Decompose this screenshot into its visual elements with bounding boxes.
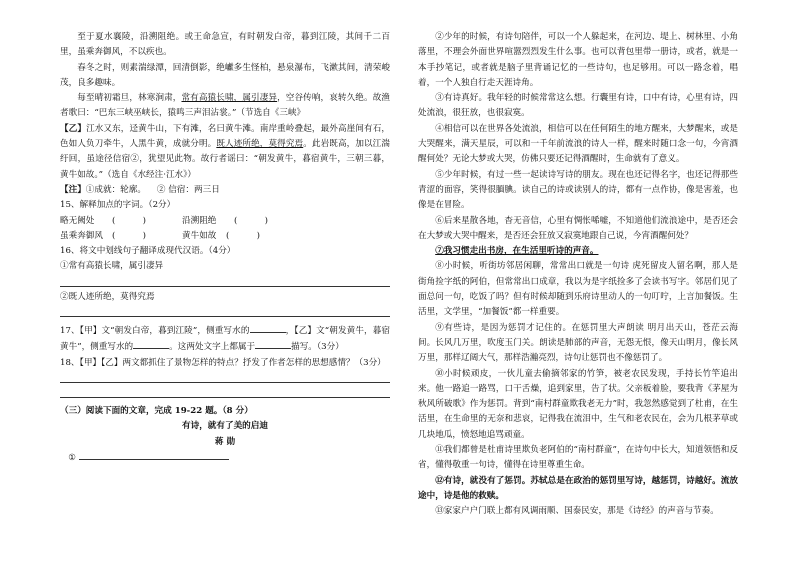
q16-item-2: ②既人迹所绝，莫得究焉 <box>60 291 155 302</box>
q16-item-1: ①常有高猿长啸，属引凄异 <box>60 261 164 272</box>
article-para-6: ⑥后来星散各地，杳无音信，心里有惆怅唏嘘，不知道他们流浪途中，是否还会在大梦或大哭中醒来，是否还会狂放又寂寞地跟自己说，今宵酒醒何处？ <box>418 215 738 241</box>
article-para-5: ⑤少年时候，有过一些一起读诗写诗的朋友。现在也还记得名字，也还记得那些青涩的面容，笑得很腼腆。读自己的诗或读别人的诗，都有一点作协，像是害羞，也像是在冒险。 <box>418 169 738 211</box>
answer-blank[interactable] <box>79 450 229 460</box>
question-17: 17、【甲】文“朝发白帝，暮到江陵”，侧重写水的 ，【乙】文“朝发黄牛，暮宿黄牛”，侧重写水的 。这两处文字上都属于 描写。（3分） <box>60 323 390 356</box>
yi-label: 【乙】 <box>60 123 87 134</box>
right-column <box>418 30 738 520</box>
answer-line[interactable] <box>60 275 390 287</box>
underlined-sentence-2: 既人迹所绝，莫得究焉 <box>216 139 304 150</box>
answer-line[interactable] <box>60 305 390 317</box>
answer-blank[interactable] <box>133 339 169 349</box>
article-para-10: ⑩小时候顽皮，一伙儿童去偷摘邻家的竹笋，被老农民发现，手持长竹竿追出来。他一路追一路骂，口干舌燥，追到家里，告了状。父亲板着脸，要我背《茅屋为秋风所破歌》作为惩罚。背到“南村群童欺我老无力”时，我忽然感觉到了杜甫，在生活里，在生命里的无奈和悲哀，记得我在流泪中，生气和老农民在，会为几根茅草或几块地瓜，愤怒地追骂顽童。 <box>418 368 738 440</box>
article-para-13: ⑬家家户户门联上都有风调雨顺、国泰民安，那是《诗经》的声音与节奏。 <box>435 506 719 517</box>
article-para-8: ⑧小时候，听街坊邻居闲聊，常常出口就是一句诗 虎死留皮人留名啊，那人是街角捡字纸的阿伯，但常常出口成章，我以为是字纸捡多了会读书写字。邻居们见了面总问一句，吃饭了吗？但有时候却随到乐府诗里动人的一句叮咛，上言加餐饭。生活里，文学里，“加餐饭”都一样重要。 <box>418 261 738 318</box>
question-16: 16、将文中划线句子翻译成现代汉语。（4分） <box>60 246 236 257</box>
notes: 【注】①成就：轮廓。 ② 信宿：两三日 <box>60 184 220 195</box>
left-column <box>60 30 390 466</box>
passage-jia-para1: 至于夏水襄陵，沿溯阻绝。或王命急宣，有时朝发白帝，暮到江陵，其间千二百里，虽乘奔御风，不以疾也。 <box>60 32 390 58</box>
article-item-1: ① <box>60 450 390 466</box>
article-author: 蒋 勋 <box>214 436 236 447</box>
answer-blank[interactable] <box>250 323 286 333</box>
answer-blank[interactable] <box>255 339 291 349</box>
underlined-sentence-1: 常有高猿长啸，属引凄异 <box>181 93 278 104</box>
answer-line[interactable] <box>60 386 390 398</box>
passage-jia-para2: 春冬之时，则素湍绿潭，回清倒影，绝巘多生怪柏，悬泉瀑布，飞漱其间，清荣峻茂，良多趣味。 <box>60 62 390 88</box>
article-para-4: ④相信可以在世界各处流浪，相信可以在任何陌生的地方醒来，大梦醒来，或是大哭醒来，满天星辰，可以和一千年前流浪的诗人一样，醒来时随口念一句，今宵酒醒何处？无论大梦或大哭，仿佛只要还记得酒醒时，生命就有了意义。 <box>418 123 738 165</box>
article-para-7: ⑦我习惯走出书房，在生活里听诗的声音。 <box>435 246 599 257</box>
article-title: 有诗，就有了美的启迪 <box>182 421 268 432</box>
passage-jia-para3: 每至晴初霜旦，林寒涧肃，常有高猿长啸，属引凄异，空谷传响，哀转久绝。故渔者歌曰：“巴东三峡巫峡长，猿鸣三声泪沾裳。”（节选自《三峡》 <box>60 93 390 119</box>
question-15: 15、解释加点的字词。（2分） <box>60 200 176 211</box>
article-para-2: ②少年的时候，有诗句陪伴，可以一个人躲起来，在河边、堤上、树林里、小角落里，不理会外面世界喧嚣烈烈发生什么事。也可以背包里带一册诗，或者，就是一本手抄笔记，或者就是脑子里背诵记忆的一些诗句，也足够用。可以一路念着，唱着，一个人独自行走天涯诗角。 <box>418 32 738 88</box>
article-para-3: ③有诗真好。我年轻的时候常常这么想。行囊里有诗，口中有诗，心里有诗，四处流浪，很狂放，也很寂寞。 <box>418 93 738 119</box>
q15-row-1: 略无阙处 ( ) 沿溯阻绝 ( ) <box>60 215 269 226</box>
section-3-heading: （三）阅读下面的文章，完成 19-22 题。（8 分） <box>60 405 253 416</box>
article-para-11: ⑪我们都曾是杜甫诗里欺负老阿伯的“南村群童”，在诗句中长大，知道领悟和反省，懂得敬重一句诗，懂得在诗里尊重生命。 <box>418 445 738 471</box>
article-para-9: ⑨有些诗，是因为惩罚才记住的。在惩罚里大声朗读 明月出天山，苍茫云海间。长风几万里，吹度玉门关。朗读是肺部的声音，无怨无恨，像天山明月，像长风万里，那样辽阔大气，那样浩瀚亮烈，诗句让惩罚也不像惩罚了。 <box>418 322 738 364</box>
article-para-12: ⑫有诗，就没有了惩罚。苏轼总是在政治的惩罚里写诗，越惩罚，诗越好。流放途中，诗是他的救赎。 <box>418 475 738 501</box>
question-18: 18、【甲】【乙】两文都抓住了景物怎样的特点？抒发了作者怎样的思想感情？（3分） <box>60 357 386 368</box>
passage-yi: 【乙】江水又东，迳黄牛山，下有滩，名曰黄牛滩。南岸重岭叠起，最外高崖间有石，色如人负刀牵牛，人黑牛黄，成就分明。既人迹所绝，莫得究焉。此岩既高，加以江湍纡回，虽途径信宿②，犹望见此物。故行者谣曰：“朝发黄牛，暮宿黄牛，三朝三暮，黄牛如故。”（选自《水经注·江水》） <box>60 123 390 180</box>
q15-row-2: 虽乘奔御风 ( ) 黄牛如故 ( ) <box>60 230 261 241</box>
answer-line[interactable] <box>60 371 390 383</box>
